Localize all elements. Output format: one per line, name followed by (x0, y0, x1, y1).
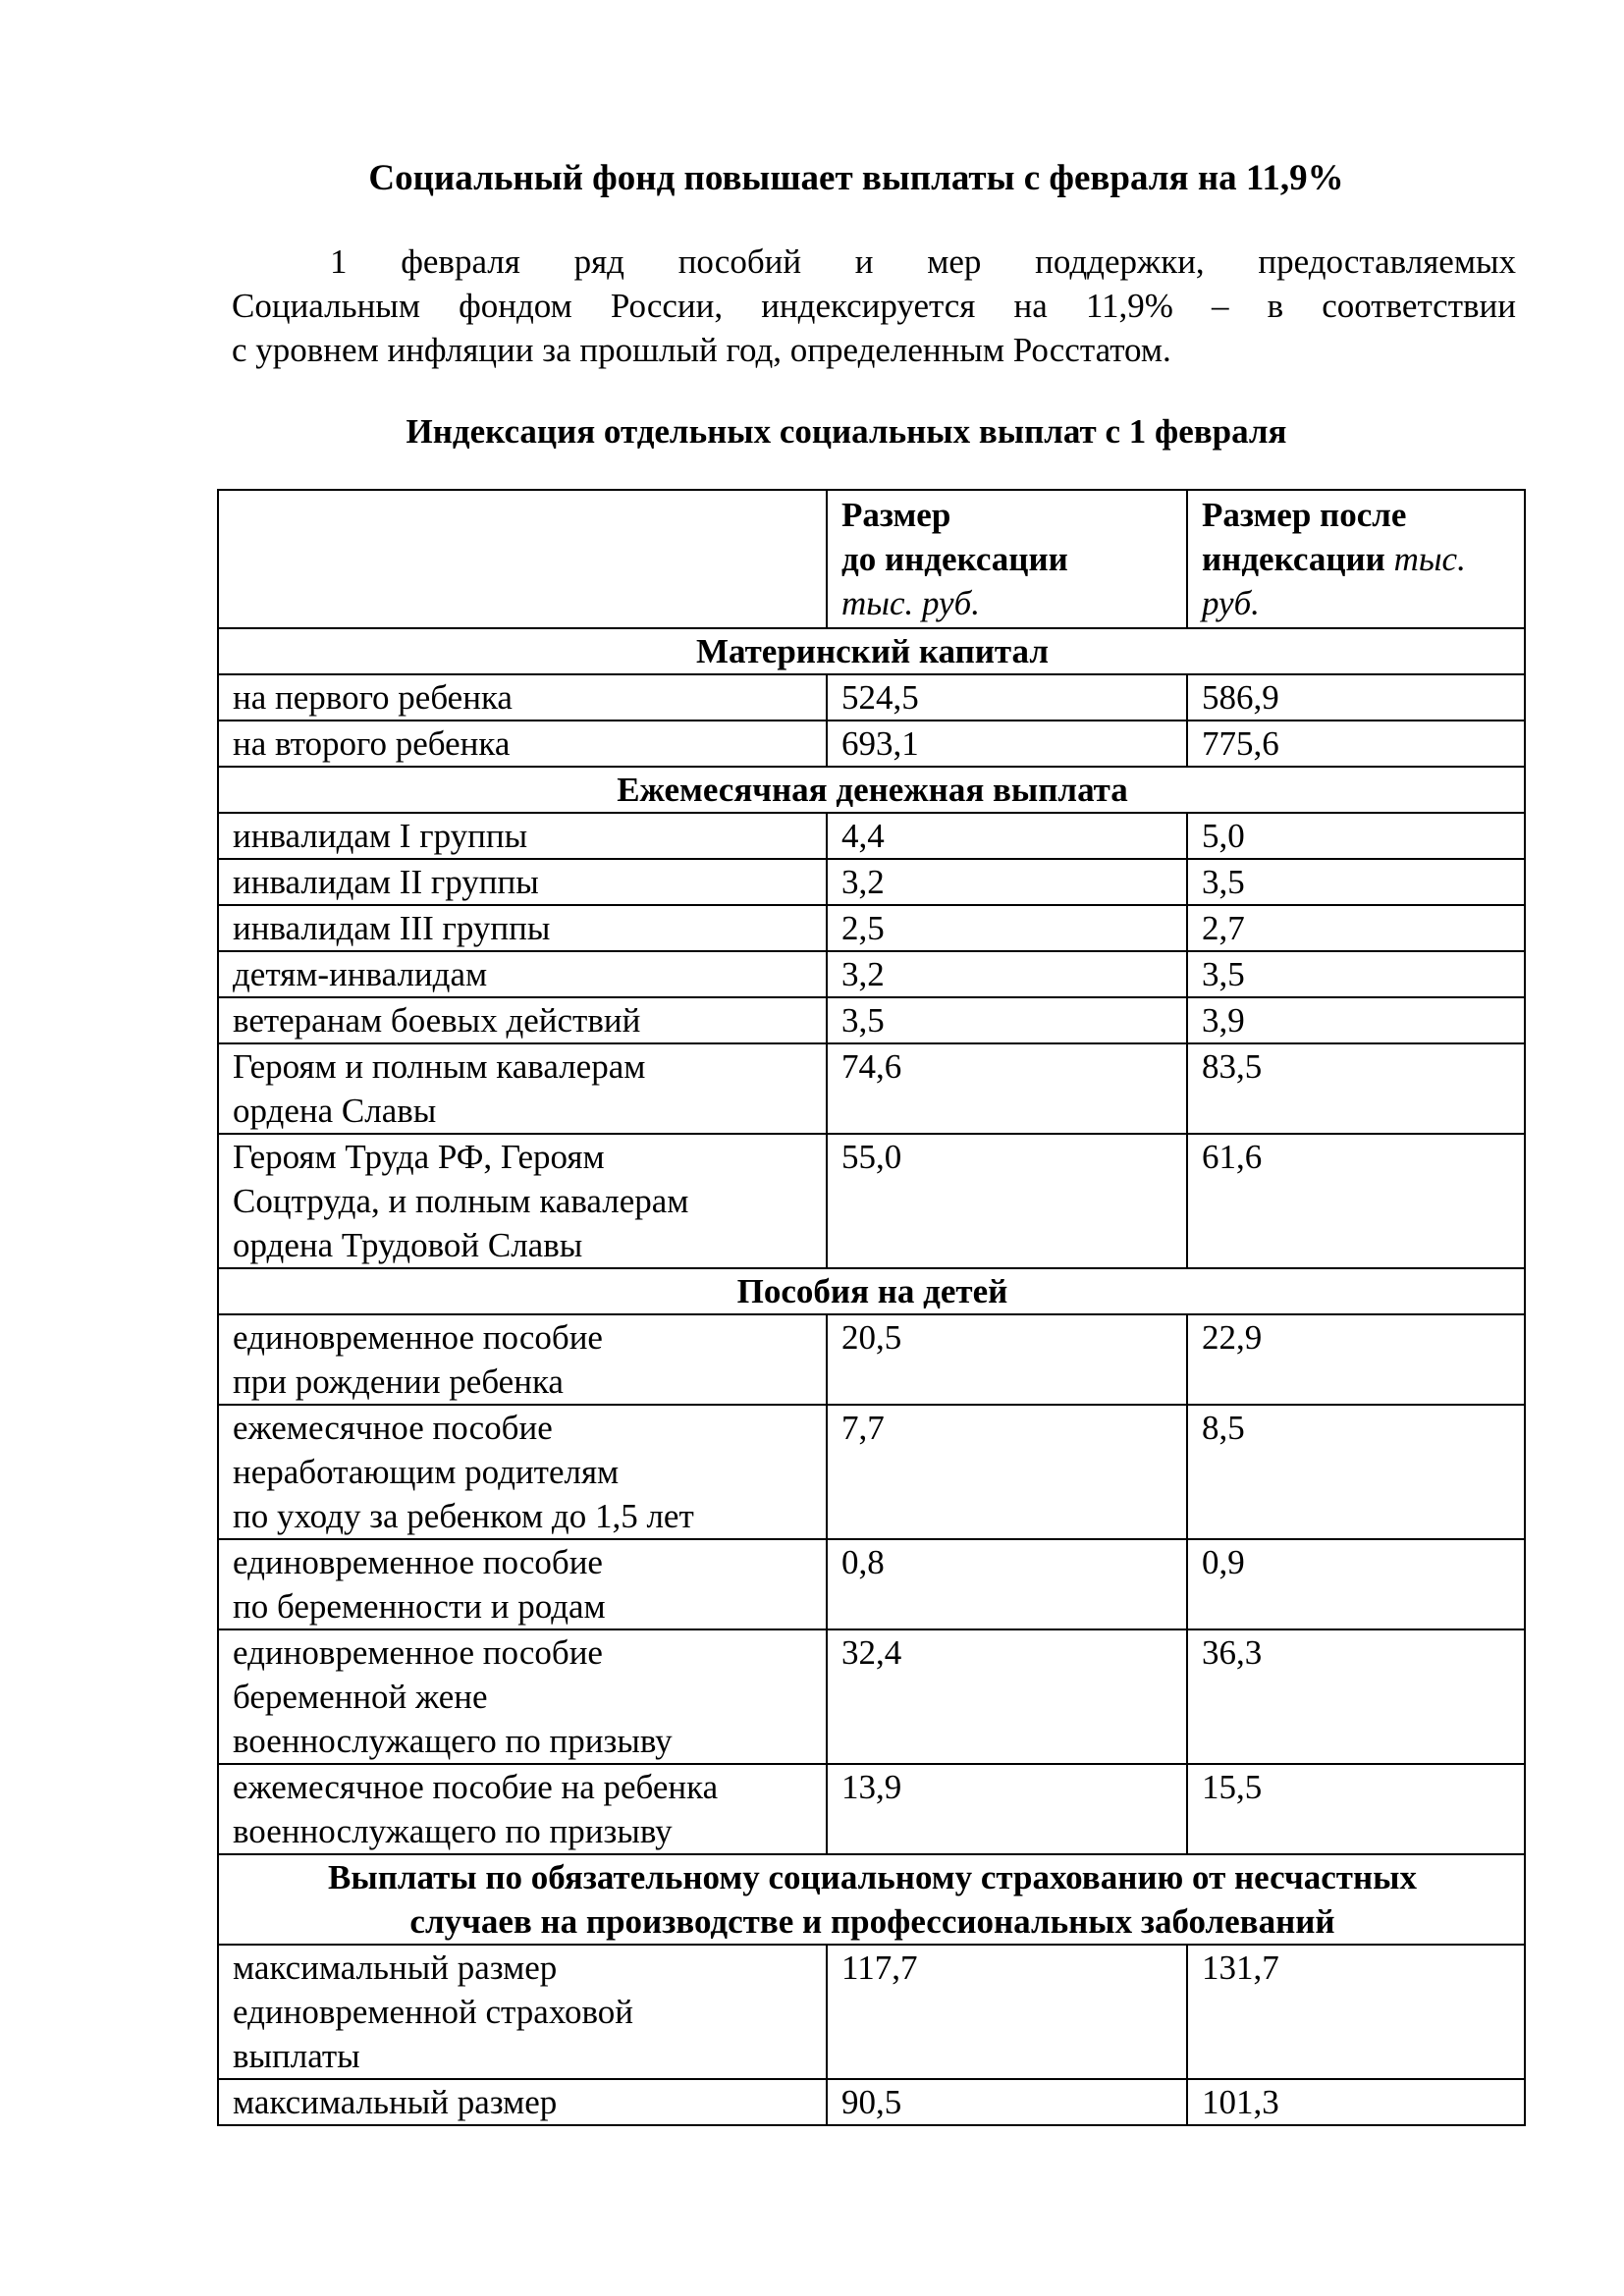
row-label-cell: ежемесячное пособие неработающим родителям по уходу за ребенком до 1,5 лет (218, 1405, 827, 1539)
row-label-cell: максимальный размер (218, 2079, 827, 2125)
table-row (218, 1043, 1525, 1134)
row-label-cell: инвалидам II группы (218, 859, 827, 905)
section-header-row (218, 1854, 1525, 1945)
row-value-before-cell: 20,5 (827, 1314, 1187, 1405)
header-after-label: Размер после индексации (1202, 496, 1407, 578)
table-row (218, 1629, 1525, 1764)
row-value-after-cell: 3,5 (1187, 859, 1525, 905)
table-header-row (218, 490, 1525, 628)
table-row (218, 1134, 1525, 1268)
section-title: Материнский капитал (218, 628, 1525, 674)
header-empty-cell (218, 490, 827, 628)
indexation-table (217, 489, 1526, 2126)
table-row (218, 721, 1525, 767)
header-after (1187, 490, 1525, 628)
section-title: Ежемесячная денежная выплата (218, 767, 1525, 813)
row-label-cell: максимальный размер единовременной страховой выплаты (218, 1945, 827, 2079)
table-row (218, 1314, 1525, 1405)
row-value-before-cell: 55,0 (827, 1134, 1187, 1268)
row-label-cell: единовременное пособие при рождении ребенка (218, 1314, 827, 1405)
row-label-cell: инвалидам I группы (218, 813, 827, 859)
row-label-cell: на второго ребенка (218, 721, 827, 767)
row-value-before-cell: 117,7 (827, 1945, 1187, 2079)
intro-line-1: 1 февраля ряд пособий и мер поддержки, предоставляемых (330, 242, 1516, 281)
table-title: Индексация отдельных социальных выплат с 1 февраля (406, 412, 1287, 451)
section-title: Пособия на детей (218, 1268, 1525, 1314)
table-row (218, 905, 1525, 951)
row-label-cell: ветеранам боевых действий (218, 997, 827, 1043)
row-value-before-cell: 4,4 (827, 813, 1187, 859)
row-label-cell: на первого ребенка (218, 674, 827, 721)
row-value-after-cell: 586,9 (1187, 674, 1525, 721)
row-value-after-cell: 0,9 (1187, 1539, 1525, 1629)
row-value-after-cell: 3,9 (1187, 997, 1525, 1043)
row-value-after-cell: 3,5 (1187, 951, 1525, 997)
row-value-after-cell: 61,6 (1187, 1134, 1525, 1268)
table-row (218, 859, 1525, 905)
row-value-before-cell: 3,5 (827, 997, 1187, 1043)
table-row (218, 2079, 1525, 2125)
row-value-after-cell: 131,7 (1187, 1945, 1525, 2079)
row-label-cell: единовременное пособие по беременности и родам (218, 1539, 827, 1629)
section-title: Выплаты по обязательному социальному страхованию от несчастных случаев на производстве и профессиональных заболеваний (218, 1854, 1525, 1945)
table-row (218, 997, 1525, 1043)
row-value-before-cell: 74,6 (827, 1043, 1187, 1134)
row-label-cell: инвалидам III группы (218, 905, 827, 951)
row-value-after-cell: 5,0 (1187, 813, 1525, 859)
table-row (218, 1405, 1525, 1539)
row-value-before-cell: 524,5 (827, 674, 1187, 721)
table-row (218, 1539, 1525, 1629)
row-label-cell: единовременное пособие беременной жене военнослужащего по призыву (218, 1629, 827, 1764)
row-label-cell: детям-инвалидам (218, 951, 827, 997)
row-value-before-cell: 13,9 (827, 1764, 1187, 1854)
table-row (218, 813, 1525, 859)
document-title: Социальный фонд повышает выплаты с февраля на 11,9% (368, 158, 1344, 198)
row-value-before-cell: 0,8 (827, 1539, 1187, 1629)
row-value-before-cell: 90,5 (827, 2079, 1187, 2125)
row-value-before-cell: 3,2 (827, 951, 1187, 997)
row-label-cell: ежемесячное пособие на ребенка военнослужащего по призыву (218, 1764, 827, 1854)
header-after-unit: тыс. руб. (1202, 540, 1466, 622)
header-before-label: Размер до индексации (841, 496, 1068, 578)
section-header-row (218, 1268, 1525, 1314)
row-value-after-cell: 8,5 (1187, 1405, 1525, 1539)
row-value-before-cell: 693,1 (827, 721, 1187, 767)
row-value-before-cell: 7,7 (827, 1405, 1187, 1539)
row-label-cell: Героям Труда РФ, Героям Соцтруда, и полным кавалерам ордена Трудовой Славы (218, 1134, 827, 1268)
row-value-before-cell: 2,5 (827, 905, 1187, 951)
row-value-before-cell: 3,2 (827, 859, 1187, 905)
intro-line-2: Социальным фондом России, индексируется на 11,9% – в соответствии (232, 287, 1516, 325)
header-before (827, 490, 1187, 628)
section-header-row (218, 767, 1525, 813)
row-value-after-cell: 36,3 (1187, 1629, 1525, 1764)
row-label-cell: Героям и полным кавалерам ордена Славы (218, 1043, 827, 1134)
table-row (218, 674, 1525, 721)
table-row (218, 1764, 1525, 1854)
row-value-before-cell: 32,4 (827, 1629, 1187, 1764)
table-row (218, 951, 1525, 997)
table-header (218, 490, 1525, 628)
row-value-after-cell: 22,9 (1187, 1314, 1525, 1405)
row-value-after-cell: 101,3 (1187, 2079, 1525, 2125)
row-value-after-cell: 2,7 (1187, 905, 1525, 951)
header-before-unit: тыс. руб. (841, 584, 980, 622)
intro-line-3: с уровнем инфляции за прошлый год, определенным Росстатом. (232, 331, 1171, 369)
table-body (218, 628, 1525, 2125)
table-row (218, 1945, 1525, 2079)
intro-paragraph (232, 240, 1516, 372)
row-value-after-cell: 15,5 (1187, 1764, 1525, 1854)
section-header-row (218, 628, 1525, 674)
row-value-after-cell: 775,6 (1187, 721, 1525, 767)
row-value-after-cell: 83,5 (1187, 1043, 1525, 1134)
